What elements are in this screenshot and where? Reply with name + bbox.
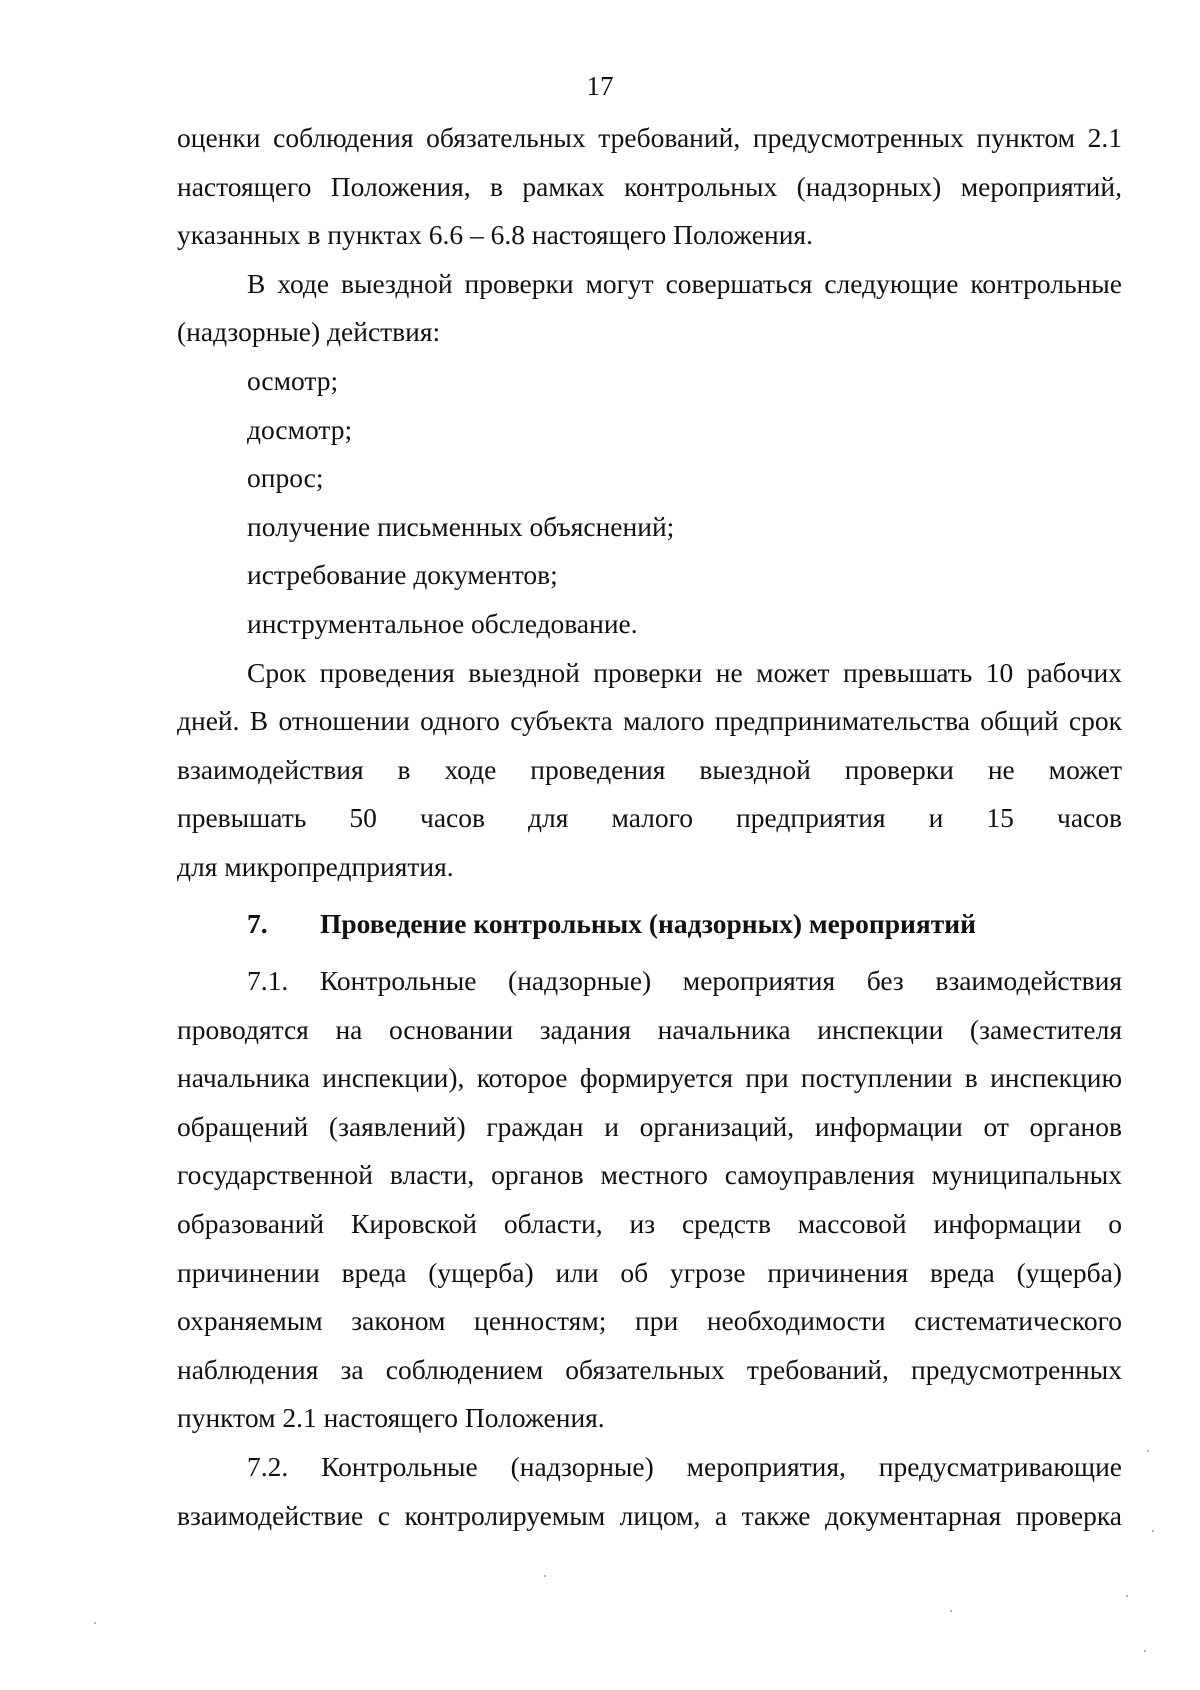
list-item: опрос; [247, 462, 324, 494]
list-item: осмотр; [247, 364, 339, 396]
scan-speck [94, 1622, 96, 1624]
duration-text-line: для микропредприятия. [177, 850, 454, 882]
clause-7-2-paragraph: 7.2. Контрольные (надзорные) мероприятия, предусматривающие взаимодействие с контролируемым лицом, а также документарная проверка [177, 1451, 1122, 1531]
scan-speck [1152, 1530, 1154, 1532]
actions-intro-paragraph: В ходе выездной проверки могут совершаться следующие контрольные (надзорные) действия: [177, 267, 1122, 348]
section-number: 7. [247, 907, 268, 939]
duration-text-line: Срок проведения выездной проверки не может превышать 10 рабочих дней. В отношении одного субъекта малого предпринимательства общий срок взаимодействия в ходе проведения выездной проверки не может [177, 656, 1122, 785]
clause-7-1-paragraph: 7.1. Контрольные (надзорные) мероприятия без взаимодействия проводятся на основании задания начальника инспекции (заместителя начальника инспекции), которое формируется при поступлении в инспекцию обращений (заявлений) граждан и организаций, информации от органов государственной власти, органов местного самоуправления муниципальных образований Кировской области, из средств массовой информации о причинении вреда (ущерба) или об угрозе причинения вреда (ущерба) охраняемым законом ценностям; при необходимости систематического наблюдения за соблюдением обязательных требований, предусмотренных пунктом 2.1 настоящего Положения. [177, 965, 1122, 1434]
scan-speck [950, 1610, 952, 1612]
scan-speck [544, 1575, 546, 1577]
scan-speck [1126, 1595, 1128, 1597]
section-heading [177, 892, 1122, 958]
scan-speck [1147, 1450, 1149, 1452]
intro-continuation-paragraph: оценки соблюдения обязательных требований, предусмотренных пунктом 2.1 настоящего Положения, в рамках контрольных (надзорных) мероприятий, указанных в пунктах 6.6 – 6.8 настоящего Положения. [177, 122, 1122, 251]
document-body [177, 114, 1122, 1540]
list-item: досмотр; [247, 413, 353, 445]
actions-list [177, 357, 1122, 649]
list-item: получение письменных объяснений; [247, 510, 675, 542]
scan-speck [1144, 1650, 1146, 1652]
list-item: инструментальное обследование. [247, 607, 638, 639]
duration-text-line: превышать 50 часов для малого предприятия и 15 часов [177, 802, 1122, 834]
duration-paragraph [177, 649, 1122, 892]
section-title: Проведение контрольных (надзорных) мероприятий [320, 907, 976, 939]
list-item: истребование документов; [247, 559, 558, 591]
page-number: 17 [586, 71, 614, 101]
